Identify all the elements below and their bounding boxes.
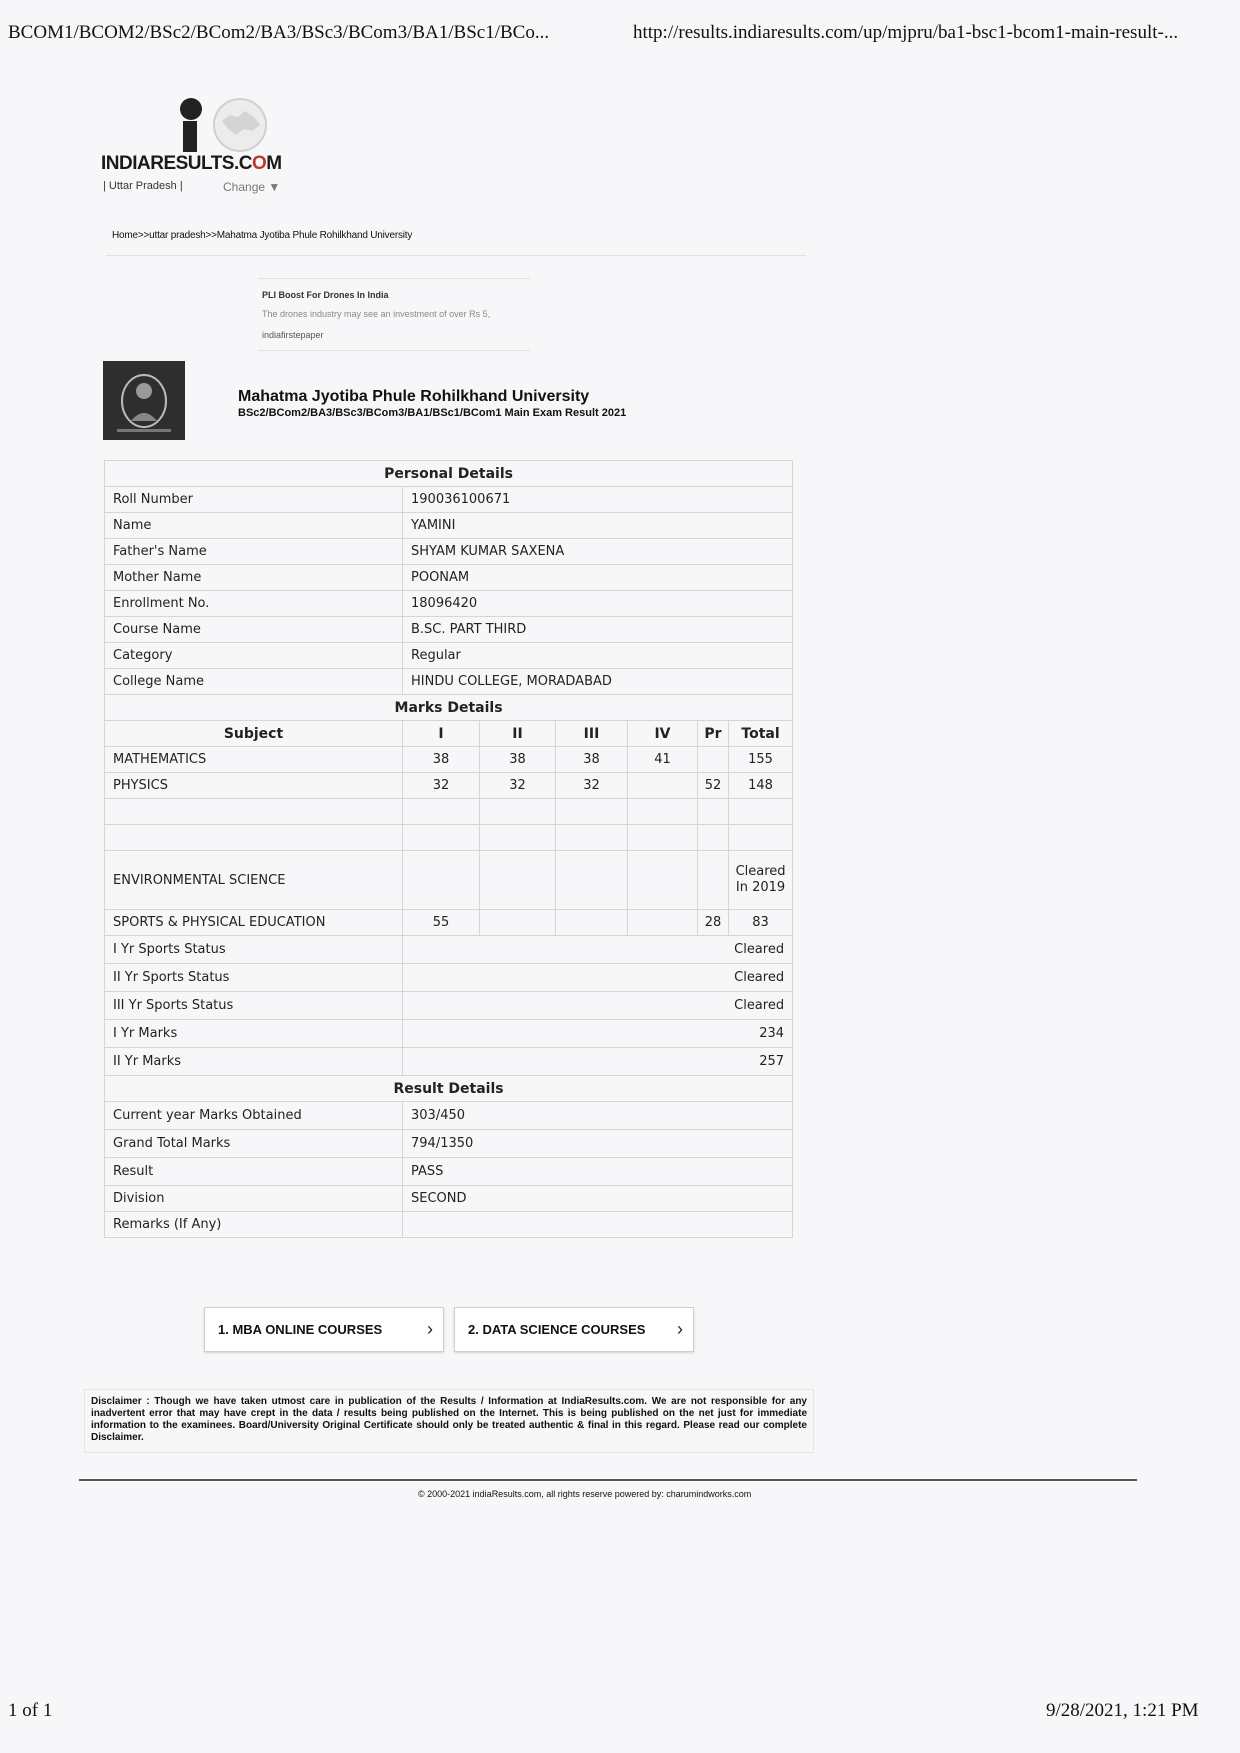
university-emblem-icon [103, 361, 185, 440]
enrollment-value: 18096420 [403, 591, 793, 617]
mark-cell: 38 [556, 747, 628, 773]
print-datetime: 9/28/2021, 1:21 PM [1046, 1700, 1199, 1721]
breadcrumb[interactable]: Home>>uttar pradesh>>Mahatma Jyotiba Phule Rohilkhand University [112, 230, 413, 241]
data-science-courses-label: 2. DATA SCIENCE COURSES [468, 1322, 646, 1337]
field-label: Division [105, 1186, 403, 1212]
mba-courses-label: 1. MBA ONLINE COURSES [218, 1322, 383, 1337]
table-row [105, 851, 793, 910]
mark-cell: 32 [403, 773, 480, 799]
mark-cell: 32 [480, 773, 556, 799]
table-row [105, 487, 793, 513]
college-name-value: HINDU COLLEGE, MORADABAD [403, 669, 793, 695]
grand-total-value: 794/1350 [403, 1130, 793, 1158]
subject-name: SPORTS & PHYSICAL EDUCATION [105, 910, 403, 936]
result-value: PASS [403, 1158, 793, 1186]
exam-title: BSc2/BCom2/BA3/BSc3/BCom3/BA1/BSc1/BCom1 Main Exam Result 2021 [238, 407, 627, 419]
subject-name: PHYSICS [105, 773, 403, 799]
table-row [105, 1020, 793, 1048]
status-label: I Yr Marks [105, 1020, 403, 1048]
data-science-courses-button[interactable] [454, 1307, 694, 1352]
mark-cell: 38 [403, 747, 480, 773]
table-row [105, 773, 793, 799]
status-value: Cleared [403, 992, 793, 1020]
status-value: 234 [403, 1020, 793, 1048]
table-row [105, 643, 793, 669]
print-header-title: BCOM1/BCOM2/BSc2/BCom2/BA3/BSc3/BCom3/BA1/BSc1/BCo... [8, 22, 550, 43]
print-header-url: http://results.indiaresults.com/up/mjpru/ba1-bsc1-bcom1-main-result-... [633, 22, 1179, 43]
column-header: Total [729, 721, 793, 747]
mark-cell: 41 [628, 747, 698, 773]
table-row [105, 513, 793, 539]
subject-name: MATHEMATICS [105, 747, 403, 773]
table-row [105, 1158, 793, 1186]
table-row [105, 992, 793, 1020]
field-label: Grand Total Marks [105, 1130, 403, 1158]
table-row [105, 591, 793, 617]
empty-row [105, 825, 793, 851]
course-name-value: B.SC. PART THIRD [403, 617, 793, 643]
copyright: © 2000-2021 indiaResults.com, all rights reserve powered by: charumindworks.com [418, 1489, 752, 1499]
table-row [105, 936, 793, 964]
table-row [105, 565, 793, 591]
table-row [105, 1130, 793, 1158]
chevron-right-icon: › [427, 1319, 433, 1339]
marks-details-heading: Marks Details [105, 695, 793, 721]
mark-cell: 32 [556, 773, 628, 799]
site-logo[interactable] [101, 93, 291, 203]
university-name: Mahatma Jyotiba Phule Rohilkhand University [238, 388, 590, 405]
remarks-value [403, 1212, 793, 1238]
field-label: Name [105, 513, 403, 539]
uttar-pradesh-map-icon [212, 97, 268, 153]
result-table [104, 460, 793, 1238]
table-row [105, 1048, 793, 1076]
current-year-marks-value: 303/450 [403, 1102, 793, 1130]
breadcrumb-divider [106, 255, 806, 256]
table-row [105, 1102, 793, 1130]
table-row [105, 964, 793, 992]
mark-cell: 52 [698, 773, 729, 799]
status-label: III Yr Sports Status [105, 992, 403, 1020]
result-details-heading: Result Details [105, 1076, 793, 1102]
field-label: Current year Marks Obtained [105, 1102, 403, 1130]
mother-name-value: POONAM [403, 565, 793, 591]
table-row [105, 747, 793, 773]
change-state-link[interactable]: Change ▼ [223, 180, 281, 194]
division-value: SECOND [403, 1186, 793, 1212]
ad-title[interactable]: PLI Boost For Drones In India [262, 290, 389, 300]
status-label: I Yr Sports Status [105, 936, 403, 964]
ad-divider-bottom [258, 350, 530, 351]
table-row [105, 539, 793, 565]
status-value: 257 [403, 1048, 793, 1076]
column-header: IV [628, 721, 698, 747]
field-label: Roll Number [105, 487, 403, 513]
field-label: Category [105, 643, 403, 669]
print-page-number: 1 of 1 [8, 1700, 53, 1721]
field-label: Result [105, 1158, 403, 1186]
status-label: II Yr Sports Status [105, 964, 403, 992]
personal-details-heading: Personal Details [105, 461, 793, 487]
table-row [105, 1212, 793, 1238]
sponsored-ad[interactable] [262, 290, 490, 340]
chevron-right-icon: › [677, 1319, 683, 1339]
mark-cell [698, 747, 729, 773]
column-header: III [556, 721, 628, 747]
status-label: II Yr Marks [105, 1048, 403, 1076]
field-label: Father's Name [105, 539, 403, 565]
table-row [105, 910, 793, 936]
table-row [105, 669, 793, 695]
total-cell: 155 [729, 747, 793, 773]
column-header: Subject [105, 721, 403, 747]
subject-name: ENVIRONMENTAL SCIENCE [105, 851, 403, 910]
status-value: Cleared [403, 964, 793, 992]
roll-number-value: 190036100671 [403, 487, 793, 513]
logo-wordmark: INDIARESULTS.COM [101, 153, 282, 174]
field-label: Mother Name [105, 565, 403, 591]
name-value: YAMINI [403, 513, 793, 539]
category-value: Regular [403, 643, 793, 669]
footer-divider [79, 1479, 1137, 1481]
mark-cell: 55 [403, 910, 480, 936]
state-label: | Uttar Pradesh | [103, 180, 183, 192]
ad-description: The drones industry may see an investment of over Rs 5, [262, 309, 491, 319]
total-cell: 148 [729, 773, 793, 799]
column-header: I [403, 721, 480, 747]
column-header: Pr [698, 721, 729, 747]
mba-courses-button[interactable] [204, 1307, 444, 1352]
mark-cell [628, 773, 698, 799]
total-cell: Cleared In 2019 [729, 851, 793, 910]
marks-header-row [105, 721, 793, 747]
field-label: College Name [105, 669, 403, 695]
field-label: Enrollment No. [105, 591, 403, 617]
ad-source: indiafirstepaper [262, 330, 324, 340]
column-header: II [480, 721, 556, 747]
table-row [105, 1186, 793, 1212]
table-row [105, 617, 793, 643]
status-value: Cleared [403, 936, 793, 964]
total-cell: 83 [729, 910, 793, 936]
disclaimer: Disclaimer : Though we have taken utmost care in publication of the Results / Information at IndiaResults.com. We are not responsible for any inadvertent error that may have crept in the data / results being published on the Internet. This is being published on the net just for immediate information to the examinees. Board/University Original Certificate should only be treated authentic & final in this regard. Please read our complete Disclaimer. [84, 1389, 814, 1453]
ad-divider-top [258, 278, 530, 279]
mark-cell: 28 [698, 910, 729, 936]
person-figure-icon [171, 97, 211, 152]
field-label: Remarks (If Any) [105, 1212, 403, 1238]
mark-cell: 38 [480, 747, 556, 773]
field-label: Course Name [105, 617, 403, 643]
fathers-name-value: SHYAM KUMAR SAXENA [403, 539, 793, 565]
empty-row [105, 799, 793, 825]
